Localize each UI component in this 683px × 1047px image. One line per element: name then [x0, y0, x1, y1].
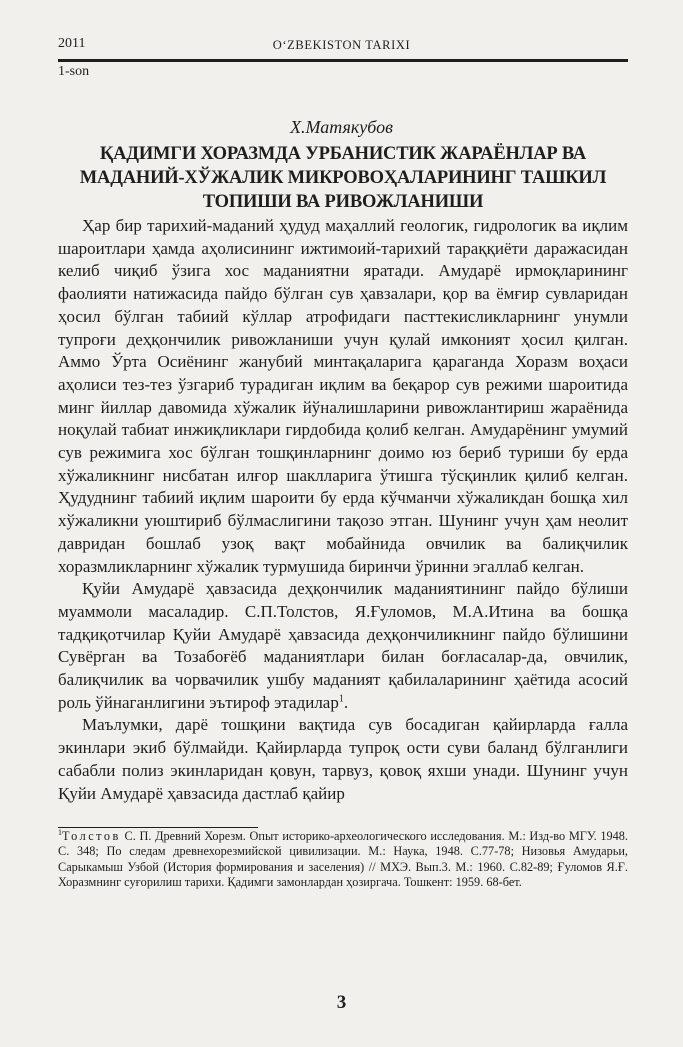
article-body	[58, 215, 628, 805]
footnote-marker: 1	[58, 827, 62, 837]
header-rule	[58, 59, 628, 62]
header-year: 2011	[58, 36, 86, 51]
page-number: 3	[336, 992, 347, 1013]
paragraph-2-text: Қуйи Амударё ҳавзасида деҳқончилик маданиятининг пайдо бўлиши муаммоли масаладир. С.П.Толстов, Я.Ғуломов, М.А.Итина ва бошқа тадқиқотчилар Қуйи Амударё ҳавзасида деҳқончиликнинг пайдо бўлишини Сувёрган ва Тозабоғёб маданиятлари билан боғласалар-да, овчилик, балиқчилик ва чорвачилик ушбу маданият қабилаларининг ҳаётида асосий роль ўйнаганлигини эътироф этадилар	[58, 579, 628, 712]
footnote-rule	[58, 827, 258, 828]
footnote-author: Толстов	[62, 829, 121, 843]
issue-number: 1-son	[58, 64, 90, 79]
journal-title: O‘ZBEKISTON TARIXI	[272, 38, 411, 52]
paragraph-2	[58, 578, 628, 714]
footnote-text: С. П. Древний Хорезм. Опыт историко-археологического исследования. М.: Изд-во МГУ. 1948. С. 348; По следам древнехорезмийской цивилизации. М.: Наука, 1948. С.77-78; Низовья Амударьи, Сарыкамыш Узбой (История формирования и заселения) // МХЭ. Вып.3. М.: 1960. С.82-89; Ғуломов Я.Ғ. Хоразмнинг суғорилиш тарихи. Қадимги замонлардан ҳозиргача. Тошкент: 1959. 68-бет.	[58, 829, 628, 890]
paragraph-1: Ҳар бир тарихий-маданий ҳудуд маҳаллий геологик, гидрологик ва иқлим шароитлари ҳамда аҳолисининг ижтимоий-тарихий тараққиёти даражасидан келиб чиқиб ўзига хос маданиятни яратади. Амударё ирмоқларининг фаолияти натижасида пайдо бўлган сув ҳавзалари, қор ва ёмғир сувларидан ҳосил бўлган табиий кўллар атрофидаги пасттекисликларнинг унумли тупроғи деҳқончилик ривожланиши учун қулай имконият ҳосил қилган. Аммо Ўрта Осиёнинг жанубий минтақаларига қараганда Хоразм воҳаси аҳолиси тез-тез ўзгариб турадиган иқлим ва беқарор сув режими шароитида минг йиллар давомида хўжалик йўналишларини ривожлантириш жараёнида ноқулай табиат инжиқликлари гирдобида қолиб келган. Амударёнинг умумий сув режимига хос бўлган тошқинларнинг доимо юз бериб туриши бу ерда хўжаликнинг нисбатан илғор шаклларига ўтишга тўсқинлик қилиб келган. Ҳудуднинг табиий иқлим шароити бу ерда кўчманчи хўжаликдан бошқа хил хўжаликни уюштириб бўлмаслигини тақозо этган. Шунинг учун ҳам неолит давридан бошлаб узоқ вақт мобайнида овчилик ва балиқчилик хоразмликларнинг хўжалик турмушида биринчи ўринни эгаллаб келган.	[58, 216, 628, 576]
paragraph-2-end: .	[343, 692, 349, 712]
footnote	[58, 829, 628, 891]
paragraph-3: Маълумки, дарё тошқини вақтида сув босадиган қайирларда ғалла экинлари экиб бўлмайди. Қайирларда тупроқ ости суви баланд бўлганлиги сабабли полиз экинларидан қовун, тарвуз, қовоқ яхши унади. Шунинг учун Қуйи Амударё ҳавзасида дастлаб қайир	[58, 715, 628, 803]
article-author: Х.Матякубов	[290, 117, 393, 137]
article-title: ҚАДИМГИ ХОРАЗМДА УРБАНИСТИК ЖАРАЁНЛАР ВА МАДАНИЙ-ХЎЖАЛИК МИКРОВОҲАЛАРИНИНГ ТАШКИЛ ТОПИШИ ВА РИВОЖЛАНИШИ	[79, 144, 607, 212]
footnote-reference[interactable]: 1	[338, 693, 344, 705]
